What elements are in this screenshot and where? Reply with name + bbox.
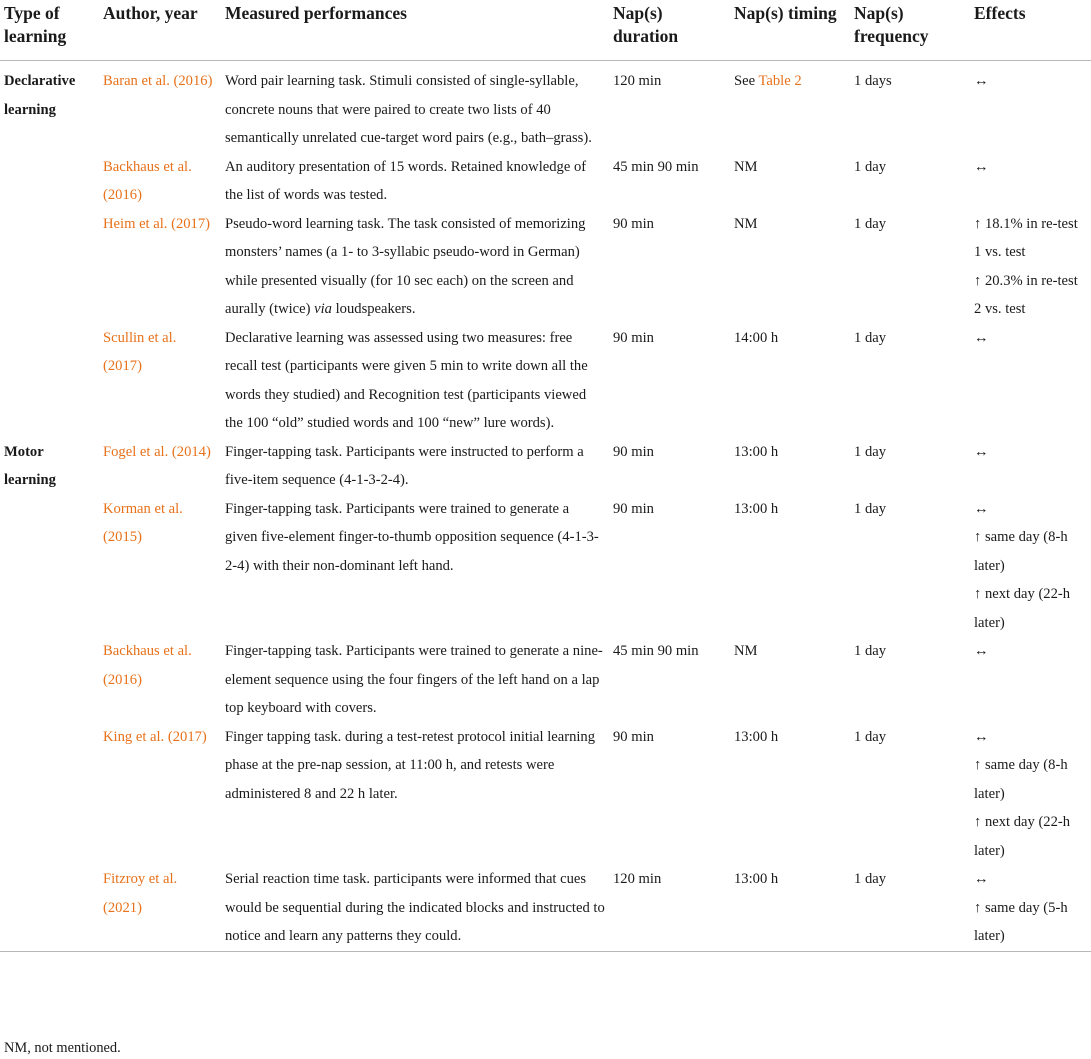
effects-cell: ↔ ↑ same day (8-h later) ↑ next day (22-h later) — [974, 500, 1071, 631]
duration-cell: 90 min — [613, 728, 654, 745]
timing-cell: See Table 2 — [734, 73, 802, 89]
author-cell — [99, 153, 221, 210]
author-cell — [99, 637, 221, 723]
frequency-cell: 1 day — [850, 865, 970, 951]
measured-cell: Finger-tapping task. Participants were trained to generate a nine-element sequence using the four fingers of the left hand on a lap top keyboard with covers. — [225, 643, 603, 716]
timing-cell: NM — [734, 158, 758, 175]
table-row — [0, 723, 1091, 866]
table-row — [0, 153, 1091, 210]
header-author: Author, year — [99, 0, 221, 61]
citation-link[interactable]: Backhaus et al. (2016) — [103, 643, 192, 688]
table-row — [0, 637, 1091, 723]
table-row — [0, 438, 1091, 495]
effects-cell: ↔ ↑ same day (5-h later) — [970, 865, 1091, 951]
table-row — [0, 865, 1091, 951]
learning-type-motor: Motor learning — [4, 443, 56, 488]
effects-cell: ↑ 18.1% in re-test 1 vs. test ↑ 20.3% in re-test 2 vs. test — [974, 215, 1078, 317]
table-footnote: NM, not mentioned. — [4, 1040, 121, 1056]
header-duration: Nap(s) duration — [609, 0, 730, 61]
author-cell — [99, 865, 221, 951]
timing-cell: 13:00 h — [734, 500, 779, 517]
measured-cell: Finger tapping task. during a test-retest protocol initial learning phase at the pre-nap session, at 11:00 h, and retests were administered 8 and 22 h later. — [225, 728, 596, 802]
header-row — [0, 0, 1091, 61]
effects-cell: ↔ — [974, 158, 989, 175]
citation-link[interactable]: Korman et al. (2015) — [103, 500, 183, 545]
table-row — [0, 210, 1091, 324]
measured-cell: Serial reaction time task. participants were informed that cues would be sequential during the indicated blocks and instructed to notice and learn any patterns they could. — [221, 865, 609, 951]
header-effects: Effects — [970, 0, 1091, 61]
frequency-cell: 1 day — [854, 158, 887, 175]
duration-cell: 120 min — [609, 865, 730, 951]
effects-cell: ↔ — [974, 443, 989, 460]
author-cell — [99, 210, 221, 324]
effects-cell: ↔ — [974, 329, 989, 346]
timing-cell: NM — [734, 643, 758, 659]
frequency-cell: 1 day — [854, 500, 887, 517]
header-timing: Nap(s) timing — [730, 0, 850, 61]
timing-cell: 13:00 h — [734, 443, 779, 460]
frequency-cell: 1 day — [854, 643, 887, 659]
header-type: Type of learning — [0, 0, 99, 61]
table-row — [0, 61, 1091, 153]
measured-cell: Declarative learning was assessed using two measures: free recall test (participants were given 5 min to write down all the words they studied) and Recognition test (participants viewed the 100 “old” studied words and 100 “new” lure words). — [225, 329, 588, 431]
effects-cell: ↔ — [974, 643, 989, 659]
duration-cell: 90 min — [613, 215, 654, 232]
measured-cell: Word pair learning task. Stimuli consisted of single-syllable, concrete nouns that were paired to create two lists of 40 semantically unrelated cue-target word pairs (e.g., bath–grass). — [225, 73, 592, 146]
author-cell — [99, 495, 221, 638]
citation-link[interactable]: Baran et al. (2016) — [103, 73, 213, 89]
learning-type-declarative: Declarative learning — [4, 73, 76, 118]
author-cell — [99, 324, 221, 438]
timing-cell: 13:00 h — [734, 728, 779, 745]
citation-link[interactable]: Heim et al. (2017) — [103, 215, 211, 232]
citation-link[interactable]: Fogel et al. (2014) — [103, 443, 211, 460]
header-frequency: Nap(s) frequency — [850, 0, 970, 61]
table-row — [0, 495, 1091, 638]
duration-cell: 90 min — [613, 329, 654, 346]
effects-cell: ↔ ↑ same day (8-h later) ↑ next day (22-h later) — [974, 728, 1071, 859]
timing-cell: NM — [734, 215, 758, 232]
timing-cell: 13:00 h — [730, 865, 850, 951]
duration-cell: 45 min 90 min — [613, 643, 699, 659]
citation-link[interactable]: Scullin et al. (2017) — [103, 329, 177, 374]
table-row — [0, 324, 1091, 438]
duration-cell: 90 min — [613, 443, 654, 460]
citation-link[interactable]: Backhaus et al. (2016) — [103, 158, 192, 203]
duration-cell: 45 min 90 min — [613, 158, 699, 175]
frequency-cell: 1 day — [854, 443, 887, 460]
duration-cell: 120 min — [613, 73, 662, 89]
citation-link[interactable]: Fitzroy et al. (2021) — [103, 871, 178, 916]
citation-link[interactable]: King et al. (2017) — [103, 728, 207, 745]
author-cell — [99, 438, 221, 495]
effects-cell: ↔ — [974, 73, 989, 89]
measured-cell: Finger-tapping task. Participants were instructed to perform a five-item sequence (4-1-3-2-4). — [225, 443, 584, 488]
frequency-cell: 1 days — [854, 73, 892, 89]
frequency-cell: 1 day — [854, 728, 887, 745]
frequency-cell: 1 day — [854, 215, 887, 232]
timing-cell: 14:00 h — [734, 329, 779, 346]
header-measured: Measured performances — [221, 0, 609, 61]
table-2-link[interactable]: Table 2 — [758, 73, 802, 89]
frequency-cell: 1 day — [854, 329, 887, 346]
measured-cell: Finger-tapping task. Participants were trained to generate a given five-element finger-to-thumb opposition sequence (4-1-3-2-4) with their non-dominant left hand. — [225, 500, 599, 574]
measured-cell: Pseudo-word learning task. The task consisted of memorizing monsters’ names (a 1- to 3-syllabic pseudo-word in German) while presented visually (for 10 sec each) on the screen and aurally (twice) via loudspeakers. — [225, 215, 586, 317]
author-cell — [99, 723, 221, 866]
author-cell — [99, 61, 221, 153]
duration-cell: 90 min — [613, 500, 654, 517]
measured-cell: An auditory presentation of 15 words. Retained knowledge of the list of words was tested. — [225, 158, 587, 203]
